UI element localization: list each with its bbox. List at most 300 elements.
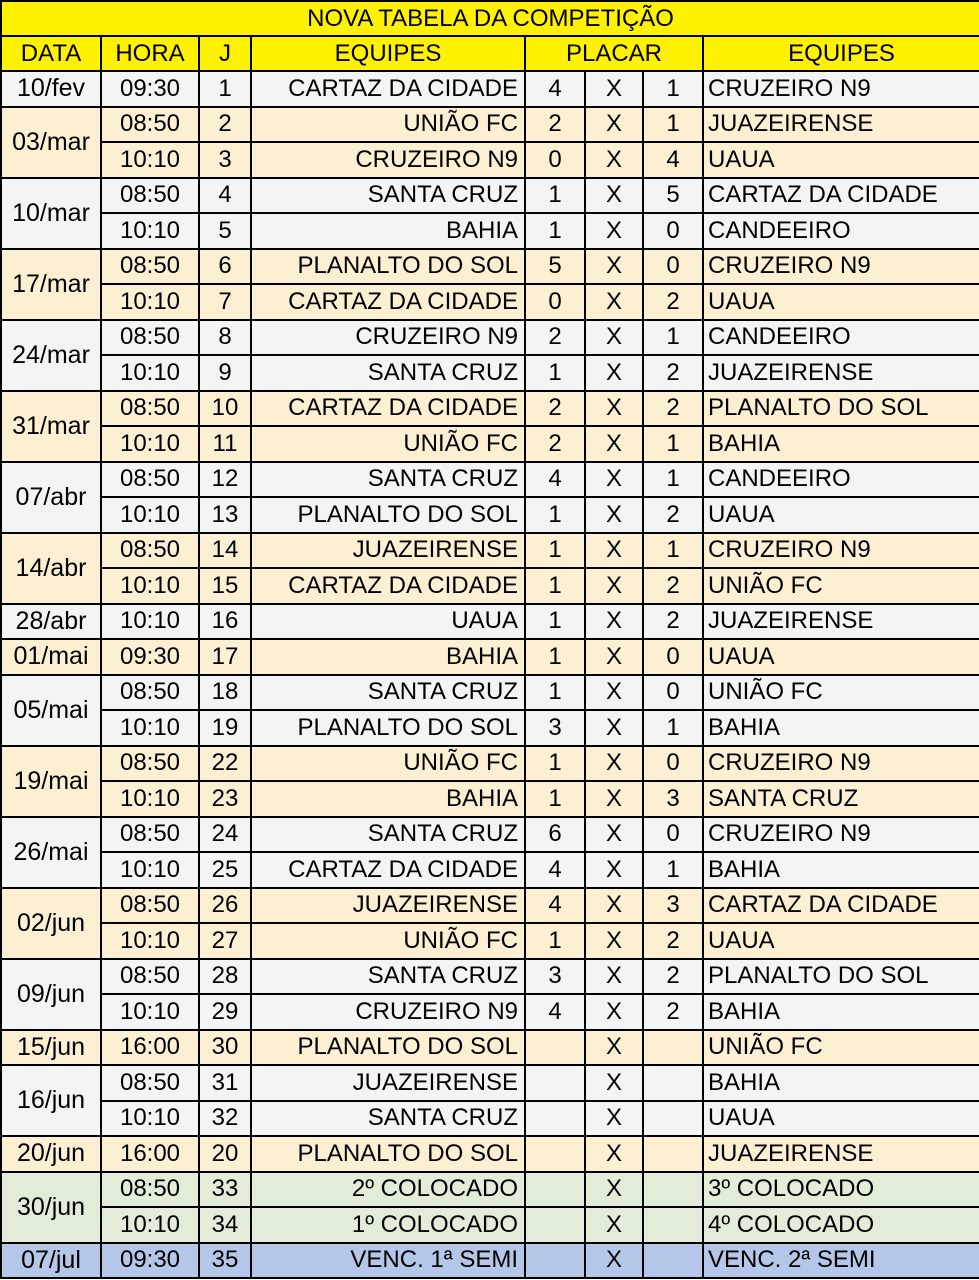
away-score: 2 [643,959,703,995]
home-team: CARTAZ DA CIDADE [251,71,525,107]
away-score: 2 [643,284,703,320]
versus-mark: X [585,1101,643,1137]
match-number: 19 [199,710,251,746]
home-team: JUAZEIRENSE [251,533,525,569]
match-time: 10:10 [101,284,199,320]
match-number: 25 [199,852,251,888]
header-jogo: J [199,36,251,71]
match-date: 09/jun [1,959,101,1030]
header-hora: HORA [101,36,199,71]
home-score [525,1207,585,1243]
home-score: 4 [525,71,585,107]
match-number: 3 [199,142,251,178]
table-row [1,426,979,462]
away-team: BAHIA [703,426,979,462]
away-score [643,1030,703,1066]
home-team: SANTA CRUZ [251,355,525,391]
table-row [1,1101,979,1137]
home-score: 1 [525,355,585,391]
versus-mark: X [585,746,643,782]
match-date: 07/jul [1,1243,101,1279]
match-time: 09:30 [101,639,199,675]
away-team: JUAZEIRENSE [703,1136,979,1172]
away-team: PLANALTO DO SOL [703,391,979,427]
away-team: UAUA [703,142,979,178]
versus-mark: X [585,568,643,604]
away-score: 2 [643,994,703,1030]
match-date: 02/jun [1,888,101,959]
match-date: 16/jun [1,1065,101,1136]
home-team: JUAZEIRENSE [251,1065,525,1101]
table-row [1,710,979,746]
match-time: 10:10 [101,355,199,391]
match-number: 18 [199,675,251,711]
versus-mark: X [585,391,643,427]
match-number: 12 [199,462,251,498]
away-score: 0 [643,746,703,782]
table-row [1,284,979,320]
away-score: 2 [643,391,703,427]
away-team: UAUA [703,639,979,675]
match-number: 30 [199,1030,251,1066]
match-time: 08:50 [101,462,199,498]
away-team: UNIÃO FC [703,675,979,711]
match-time: 16:00 [101,1030,199,1066]
table-row [1,320,979,356]
home-team: SANTA CRUZ [251,462,525,498]
home-score [525,1172,585,1208]
header-placar: PLACAR [525,36,703,71]
versus-mark: X [585,1065,643,1101]
versus-mark: X [585,178,643,214]
home-team: CRUZEIRO N9 [251,320,525,356]
home-team: 2º COLOCADO [251,1172,525,1208]
versus-mark: X [585,462,643,498]
versus-mark: X [585,1207,643,1243]
match-time: 08:50 [101,533,199,569]
versus-mark: X [585,1136,643,1172]
away-team: CARTAZ DA CIDADE [703,178,979,214]
match-number: 2 [199,107,251,143]
away-score: 2 [643,568,703,604]
away-score: 1 [643,710,703,746]
table-row [1,1136,979,1172]
away-score: 0 [643,639,703,675]
table-row [1,852,979,888]
home-score: 4 [525,462,585,498]
home-team: BAHIA [251,781,525,817]
match-date: 26/mai [1,817,101,888]
versus-mark: X [585,959,643,995]
away-team: CANDEEIRO [703,462,979,498]
home-score: 1 [525,675,585,711]
away-team: JUAZEIRENSE [703,107,979,143]
match-number: 27 [199,923,251,959]
versus-mark: X [585,604,643,640]
match-time: 10:10 [101,994,199,1030]
versus-mark: X [585,781,643,817]
match-time: 10:10 [101,568,199,604]
versus-mark: X [585,497,643,533]
table-row [1,568,979,604]
match-time: 10:10 [101,213,199,249]
match-time: 09:30 [101,71,199,107]
versus-mark: X [585,639,643,675]
away-team: CRUZEIRO N9 [703,71,979,107]
home-score [525,1030,585,1066]
home-team: SANTA CRUZ [251,178,525,214]
home-score: 2 [525,107,585,143]
match-date: 07/abr [1,462,101,533]
home-team: VENC. 1ª SEMI [251,1243,525,1279]
away-score [643,1065,703,1101]
match-date: 10/mar [1,178,101,249]
away-team: UAUA [703,923,979,959]
away-team: CRUZEIRO N9 [703,533,979,569]
schedule-body [1,71,979,1278]
away-team: CRUZEIRO N9 [703,746,979,782]
away-score: 1 [643,107,703,143]
match-date: 10/fev [1,71,101,107]
match-number: 23 [199,781,251,817]
away-score: 2 [643,604,703,640]
home-team: UNIÃO FC [251,426,525,462]
table-row [1,355,979,391]
home-score: 0 [525,142,585,178]
versus-mark: X [585,355,643,391]
match-date: 20/jun [1,1136,101,1172]
match-number: 17 [199,639,251,675]
match-number: 11 [199,426,251,462]
away-team: PLANALTO DO SOL [703,959,979,995]
match-time: 10:10 [101,710,199,746]
table-row [1,781,979,817]
away-score: 1 [643,320,703,356]
home-team: UNIÃO FC [251,107,525,143]
away-team: UNIÃO FC [703,568,979,604]
match-number: 4 [199,178,251,214]
home-team: UAUA [251,604,525,640]
home-team: 1º COLOCADO [251,1207,525,1243]
away-score [643,1136,703,1172]
match-time: 09:30 [101,1243,199,1279]
match-number: 9 [199,355,251,391]
home-score: 1 [525,746,585,782]
away-team: CRUZEIRO N9 [703,817,979,853]
home-score: 4 [525,994,585,1030]
match-time: 08:50 [101,1065,199,1101]
table-row [1,923,979,959]
versus-mark: X [585,675,643,711]
match-number: 32 [199,1101,251,1137]
home-score: 1 [525,533,585,569]
table-row [1,391,979,427]
home-score [525,1065,585,1101]
match-time: 10:10 [101,852,199,888]
versus-mark: X [585,107,643,143]
away-team: BAHIA [703,994,979,1030]
away-team: BAHIA [703,852,979,888]
versus-mark: X [585,426,643,462]
away-score [643,1101,703,1137]
table-row [1,1065,979,1101]
home-team: SANTA CRUZ [251,959,525,995]
versus-mark: X [585,923,643,959]
match-time: 10:10 [101,1207,199,1243]
versus-mark: X [585,1172,643,1208]
table-row [1,675,979,711]
table-row [1,888,979,924]
versus-mark: X [585,1243,643,1279]
match-number: 1 [199,71,251,107]
versus-mark: X [585,320,643,356]
match-number: 33 [199,1172,251,1208]
match-time: 10:10 [101,1101,199,1137]
match-number: 34 [199,1207,251,1243]
away-team: JUAZEIRENSE [703,355,979,391]
match-time: 10:10 [101,923,199,959]
away-score: 2 [643,923,703,959]
home-score: 6 [525,817,585,853]
table-row [1,71,979,107]
header-equipes-fora: EQUIPES [703,36,979,71]
title-row [1,1,979,36]
match-time: 08:50 [101,391,199,427]
home-team: SANTA CRUZ [251,817,525,853]
table-row [1,817,979,853]
match-number: 31 [199,1065,251,1101]
home-team: CRUZEIRO N9 [251,994,525,1030]
versus-mark: X [585,710,643,746]
home-team: BAHIA [251,639,525,675]
match-number: 10 [199,391,251,427]
versus-mark: X [585,142,643,178]
match-number: 35 [199,1243,251,1279]
match-number: 6 [199,249,251,285]
away-score: 3 [643,888,703,924]
match-date: 01/mai [1,639,101,675]
match-number: 7 [199,284,251,320]
home-score: 1 [525,497,585,533]
home-score [525,1243,585,1279]
versus-mark: X [585,249,643,285]
home-score: 3 [525,959,585,995]
match-number: 22 [199,746,251,782]
match-date: 28/abr [1,604,101,640]
home-team: PLANALTO DO SOL [251,1136,525,1172]
table-row [1,959,979,995]
match-time: 08:50 [101,888,199,924]
away-score: 2 [643,497,703,533]
away-score: 2 [643,355,703,391]
home-score: 1 [525,781,585,817]
match-time: 08:50 [101,746,199,782]
match-time: 10:10 [101,426,199,462]
home-team: JUAZEIRENSE [251,888,525,924]
away-team: CANDEEIRO [703,213,979,249]
away-score: 1 [643,852,703,888]
table-row [1,1172,979,1208]
table-row [1,497,979,533]
home-score: 5 [525,249,585,285]
table-row [1,604,979,640]
away-team: UAUA [703,497,979,533]
away-team: JUAZEIRENSE [703,604,979,640]
home-score [525,1136,585,1172]
match-time: 08:50 [101,817,199,853]
table-row [1,1030,979,1066]
match-time: 08:50 [101,320,199,356]
match-time: 10:10 [101,497,199,533]
away-team: BAHIA [703,1065,979,1101]
away-score: 3 [643,781,703,817]
match-number: 28 [199,959,251,995]
match-time: 08:50 [101,675,199,711]
versus-mark: X [585,994,643,1030]
home-team: PLANALTO DO SOL [251,1030,525,1066]
header-row [1,36,979,71]
home-team: UNIÃO FC [251,923,525,959]
home-team: CARTAZ DA CIDADE [251,568,525,604]
table-row [1,178,979,214]
match-number: 15 [199,568,251,604]
table-row [1,1207,979,1243]
match-date: 31/mar [1,391,101,462]
away-score [643,1207,703,1243]
match-number: 13 [199,497,251,533]
home-team: UNIÃO FC [251,746,525,782]
match-date: 24/mar [1,320,101,391]
home-team: PLANALTO DO SOL [251,249,525,285]
table-row [1,213,979,249]
away-score [643,1243,703,1279]
home-score: 1 [525,178,585,214]
away-team: UAUA [703,284,979,320]
home-team: CARTAZ DA CIDADE [251,284,525,320]
away-score: 1 [643,71,703,107]
table-title: NOVA TABELA DA COMPETIÇÃO [1,1,979,36]
away-score: 1 [643,462,703,498]
away-team: VENC. 2ª SEMI [703,1243,979,1279]
away-team: 4º COLOCADO [703,1207,979,1243]
match-date: 03/mar [1,107,101,178]
match-date: 05/mai [1,675,101,746]
home-score: 2 [525,391,585,427]
versus-mark: X [585,533,643,569]
away-score: 0 [643,675,703,711]
match-time: 08:50 [101,1172,199,1208]
match-number: 26 [199,888,251,924]
table-row [1,639,979,675]
match-date: 14/abr [1,533,101,604]
away-score: 1 [643,426,703,462]
match-time: 08:50 [101,249,199,285]
table-row [1,142,979,178]
match-number: 14 [199,533,251,569]
home-score: 4 [525,852,585,888]
table-row [1,249,979,285]
versus-mark: X [585,1030,643,1066]
home-score: 4 [525,888,585,924]
header-equipes-casa: EQUIPES [251,36,525,71]
home-score: 1 [525,213,585,249]
home-score: 2 [525,320,585,356]
match-time: 08:50 [101,178,199,214]
match-date: 19/mai [1,746,101,817]
away-score: 0 [643,249,703,285]
away-team: UAUA [703,1101,979,1137]
away-team: UNIÃO FC [703,1030,979,1066]
home-score: 0 [525,284,585,320]
match-number: 29 [199,994,251,1030]
versus-mark: X [585,888,643,924]
home-team: SANTA CRUZ [251,1101,525,1137]
home-score: 3 [525,710,585,746]
away-score [643,1172,703,1208]
match-date: 17/mar [1,249,101,320]
home-team: PLANALTO DO SOL [251,710,525,746]
table-row [1,462,979,498]
home-team: CARTAZ DA CIDADE [251,852,525,888]
away-team: BAHIA [703,710,979,746]
home-team: SANTA CRUZ [251,675,525,711]
home-team: CARTAZ DA CIDADE [251,391,525,427]
versus-mark: X [585,817,643,853]
away-score: 0 [643,817,703,853]
home-score: 1 [525,639,585,675]
away-score: 5 [643,178,703,214]
home-team: CRUZEIRO N9 [251,142,525,178]
table-row [1,1243,979,1279]
table-row [1,107,979,143]
versus-mark: X [585,284,643,320]
away-team: CRUZEIRO N9 [703,249,979,285]
away-score: 4 [643,142,703,178]
match-number: 8 [199,320,251,356]
home-score: 2 [525,426,585,462]
match-number: 24 [199,817,251,853]
home-score: 1 [525,923,585,959]
home-team: BAHIA [251,213,525,249]
table-row [1,994,979,1030]
home-team: PLANALTO DO SOL [251,497,525,533]
away-team: CARTAZ DA CIDADE [703,888,979,924]
away-team: 3º COLOCADO [703,1172,979,1208]
home-score: 1 [525,604,585,640]
table-row [1,746,979,782]
home-score: 1 [525,568,585,604]
match-date: 15/jun [1,1030,101,1066]
match-time: 10:10 [101,142,199,178]
versus-mark: X [585,852,643,888]
away-team: SANTA CRUZ [703,781,979,817]
versus-mark: X [585,213,643,249]
match-time: 08:50 [101,107,199,143]
match-number: 16 [199,604,251,640]
match-number: 20 [199,1136,251,1172]
match-time: 08:50 [101,959,199,995]
home-score [525,1101,585,1137]
match-time: 16:00 [101,1136,199,1172]
match-time: 10:10 [101,604,199,640]
away-score: 0 [643,213,703,249]
header-data: DATA [1,36,101,71]
versus-mark: X [585,71,643,107]
match-time: 10:10 [101,781,199,817]
away-score: 1 [643,533,703,569]
match-date: 30/jun [1,1172,101,1243]
table-row [1,533,979,569]
